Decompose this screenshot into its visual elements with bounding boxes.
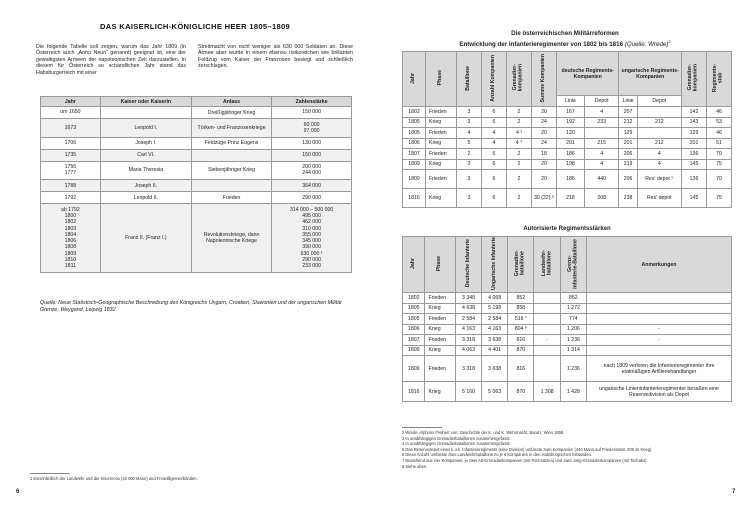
table-cell: 70	[707, 149, 732, 160]
page-number: 7	[732, 489, 736, 495]
table-cell: 20	[532, 159, 557, 170]
subheader-col: Linie	[557, 96, 585, 107]
header-col: Summe Kompanien	[532, 52, 557, 107]
table-cell: 198	[557, 159, 585, 170]
table-cell: 870	[508, 382, 534, 402]
table-cell: 219	[619, 159, 637, 170]
table-cell: 2	[507, 117, 532, 128]
table-cell: 212	[619, 117, 637, 128]
table-cell: 3	[457, 159, 482, 170]
table-cell: 1806	[403, 324, 425, 335]
table-row	[403, 149, 732, 160]
table-cell: 143	[682, 117, 707, 128]
cell-kaiser	[100, 107, 191, 119]
header-col: Phase	[426, 52, 457, 107]
page-title: DAS KAISERLICH-KÖNIGLICHE HEER 1805–1809	[99, 22, 291, 31]
cell-zahl: 364 000	[272, 180, 352, 192]
table-row	[403, 382, 732, 402]
cell-zahl: 150 000	[272, 107, 352, 119]
table-cell: 129	[682, 128, 707, 139]
table-cell: 3 348	[455, 293, 481, 304]
table-row	[403, 324, 732, 335]
table-cell: Krieg	[425, 303, 456, 314]
table-cell: 24	[532, 117, 557, 128]
footnote-rule	[402, 427, 442, 428]
cell-kaiser: Carl VI.	[100, 149, 191, 161]
header-row	[403, 52, 732, 96]
table-cell: 2 584	[455, 314, 481, 325]
regiment-strength-table	[402, 236, 732, 402]
table-cell: 3	[457, 170, 482, 189]
table-cell: 858	[508, 303, 534, 314]
table-cell: 1805	[403, 117, 426, 128]
subheader-col: Depot	[637, 96, 681, 107]
table-cell: 1809	[403, 159, 426, 170]
header-col: Anmerkungen	[586, 237, 731, 293]
table-cell: 816	[508, 356, 534, 382]
intro-column-1: Die folgende Tabelle soll zeigen, warum das Jahr 1809 (in Österreich auch „Anno Neun“ genannt) geeignet ist, eine der gewaltigsten Armeen der napoleonischen Zeit darzustellen. In diesem für Österreich so schändlichen Jahr stand das Habsburgerreich mit einer	[36, 44, 186, 76]
table-cell: 774	[560, 314, 586, 325]
table-cell: Krieg	[425, 345, 456, 356]
cell-anlass: Feldzüge Prinz Eugens	[191, 137, 271, 149]
table-row	[41, 180, 352, 192]
table-cell: 4 638	[455, 303, 481, 314]
table-cell: 6	[482, 149, 507, 160]
footnote: 1 Einschließlich der Landwehr und der Insurrectio (40 000 Mann) und Freiwilligenverbänden.	[30, 476, 198, 481]
header-zahl: Zahlenstärke	[272, 97, 352, 107]
table-cell	[586, 303, 731, 314]
table-cell: 24	[532, 138, 557, 149]
table-cell: 4 163	[455, 324, 481, 335]
table-cell: 5	[457, 138, 482, 149]
table-cell: 20	[532, 107, 557, 118]
cell-jahr: 1673	[41, 119, 101, 138]
cell-jahr: ab 1792 1800 1802 1803 1804 1806 1808 1809 1810 1811	[41, 204, 101, 273]
cell-kaiser: Joseph II.	[100, 180, 191, 192]
table-cell: Frieden	[426, 149, 457, 160]
table-cell: Res' depot	[637, 189, 681, 208]
table-cell: 70	[707, 170, 732, 189]
table-cell: 75	[707, 189, 732, 208]
table-row	[403, 128, 732, 139]
header-col: Deutsche Infanterie	[455, 237, 481, 293]
table-cell: nach 1809 verloren die Infanterieregimenter ihre etatmäßigen Artilleriehandlanger	[586, 356, 731, 382]
table-cell: Res' depot ⁵	[637, 170, 681, 189]
table-cell: 6	[482, 170, 507, 189]
table-cell: 215	[584, 138, 619, 149]
cell-zahl: 150 000	[272, 149, 352, 161]
table-cell: 46	[707, 107, 732, 118]
table-cell: 75	[707, 159, 732, 170]
table-cell: 3	[457, 189, 482, 208]
table-cell: 3 318	[455, 335, 481, 346]
table-cell: 186	[557, 149, 585, 160]
table-cell: -	[534, 335, 560, 346]
right-title-line1: Die österreichischen Militärreformen	[511, 30, 619, 37]
cell-kaiser: Joseph I.	[100, 137, 191, 149]
table-cell: Krieg	[426, 117, 457, 128]
table-cell: 852	[560, 293, 586, 304]
cell-zahl: 290 000	[272, 192, 352, 204]
table-cell	[534, 303, 560, 314]
table-cell: 2	[507, 159, 532, 170]
table-cell: Krieg	[426, 138, 457, 149]
table-row	[403, 303, 732, 314]
table-cell	[534, 314, 560, 325]
header-col: Regiments- stab	[707, 52, 732, 107]
table-cell: 440	[584, 170, 619, 189]
table-cell: ungarische Linieninfanterieregimenter besaßen eine Reservedivision als Depot	[586, 382, 731, 402]
left-page	[0, 0, 370, 513]
table-cell: 208	[584, 189, 619, 208]
table-row	[41, 149, 352, 161]
table-row	[41, 107, 352, 119]
cell-anlass: Türken- und Franzosenkriege	[191, 119, 271, 138]
table-cell: 206	[619, 149, 637, 160]
table-row	[41, 161, 352, 180]
table-cell: -	[586, 335, 731, 346]
table-cell: 6	[482, 117, 507, 128]
table-cell: 46	[707, 128, 732, 139]
table-row	[41, 137, 352, 149]
table-cell	[584, 128, 619, 139]
table-row	[403, 170, 732, 189]
table-cell	[637, 107, 681, 118]
table-cell: 4	[584, 107, 619, 118]
table-row	[403, 107, 732, 118]
table-cell: Krieg	[426, 189, 457, 208]
table-cell: 18	[532, 149, 557, 160]
table-cell: 516 ⁷	[508, 314, 534, 325]
table-cell: Frieden	[425, 356, 456, 382]
table-row	[403, 314, 732, 325]
table-cell: 2 584	[482, 314, 508, 325]
table-cell: -	[586, 324, 731, 335]
right-title-line2: Entwicklung der Infanterieregimenter von 1802 bis 1816 (Quelle: Wrede)$^2$	[459, 39, 671, 49]
table-row	[403, 117, 732, 128]
footnote-line: 7 Bestehend aus vier Kompanien, je zwei Alt-Grenadierkompanien (mit Pelzmützen) und zwei Jung-Grenadierkompanien (mit Tschako).	[402, 457, 648, 463]
table-cell	[586, 293, 731, 304]
header-kaiser: Kaiser oder Kaiserin	[100, 97, 191, 107]
table-cell: 4	[637, 159, 681, 170]
army-strength-table	[40, 96, 352, 273]
cell-jahr: 1788	[41, 180, 101, 192]
table-cell: 4	[482, 128, 507, 139]
table-cell: 4 068	[482, 293, 508, 304]
cell-jahr: um 1650	[41, 107, 101, 119]
table-row	[41, 192, 352, 204]
table-cell: 2	[507, 107, 532, 118]
table-cell: 3 638	[482, 356, 508, 382]
table-cell	[586, 314, 731, 325]
header-col: Landwehr- bataillone	[534, 237, 560, 293]
table-cell: 1809	[403, 345, 425, 356]
table-cell: Frieden	[426, 128, 457, 139]
table-row	[403, 356, 732, 382]
table-cell: 201	[557, 138, 585, 149]
header-col: Grenz- infanterie-Bataillone	[560, 237, 586, 293]
table-cell: 4	[637, 149, 681, 160]
table-cell: 2	[507, 149, 532, 160]
footnote-line: 2 Wrede, Alphons Freiherr von: Geschichte der K. und K. Wehrmacht, Band I, Wien 1898.	[402, 430, 565, 435]
table-cell: 2	[507, 170, 532, 189]
table-cell: 4	[457, 128, 482, 139]
table-cell: 218	[557, 189, 585, 208]
table-cell: 20	[532, 128, 557, 139]
table-cell: 136	[682, 170, 707, 189]
footnotes	[402, 430, 737, 469]
table-cell: 1 206	[560, 324, 586, 335]
table-cell: 136	[682, 149, 707, 160]
table-cell: 145	[682, 189, 707, 208]
table-cell: 2	[457, 149, 482, 160]
table-cell: 5 198	[482, 303, 508, 314]
cell-anlass	[191, 149, 271, 161]
header-col: Jahr	[403, 52, 426, 107]
table-cell: 186	[557, 170, 585, 189]
cell-anlass: Revolutionskriege, dann Napoleonische Kriege	[191, 204, 271, 273]
table-cell: 1807	[403, 335, 425, 346]
header-row	[403, 237, 732, 293]
table-cell: 1802	[403, 293, 425, 304]
table-cell: 1807	[403, 149, 426, 160]
table-cell: 6	[482, 189, 507, 208]
table-cell: Frieden	[426, 170, 457, 189]
cell-anlass	[191, 180, 271, 192]
table-cell: 804 ⁸	[508, 324, 534, 335]
table-cell: 53	[707, 117, 732, 128]
table-cell	[534, 324, 560, 335]
table-cell: 233	[584, 117, 619, 128]
table-row	[403, 159, 732, 170]
table-cell: 1809	[403, 170, 426, 189]
intro-column-2: Streitmacht von nicht weniger als 630 000 Soldaten an. Diese Armee aber wurde in einem ebenso risikoreichen wie brillanten Feldzug vom Kaiser der Franzosen besiegt und schließlich zerschlagen.	[198, 44, 353, 70]
table-cell: 145	[682, 159, 707, 170]
table-cell: 206	[619, 170, 637, 189]
footnote-line: 6 Diese Anzahl umfasste zwei Landwehrbataillone zu je 6 Kompanien in den Habsburgischen Erblanden.	[402, 452, 593, 458]
footnote-line: 5 Das Reservedepot eines k.u.k. Infanterieregiments (eine Division) umfasste zwei Kompanien (440 Mann auf Friedensetat, 208 im Krieg).	[402, 446, 653, 452]
table-cell: 1 236	[560, 356, 586, 382]
table-cell: 1805	[403, 128, 426, 139]
page-number: 6	[16, 489, 20, 495]
cell-kaiser: Leopold I.	[100, 119, 191, 138]
table-cell: 852	[508, 293, 534, 304]
table-cell: 1 272	[560, 303, 586, 314]
footnote-line: 4 In unabhängigen Grenadierbataillonen zusammengefasst.	[402, 441, 511, 447]
table-cell: 1 308	[534, 382, 560, 402]
table-cell: 1816	[403, 382, 425, 402]
table-cell: 4	[584, 159, 619, 170]
table-row	[403, 138, 732, 149]
cell-kaiser: Leopold II.	[100, 192, 191, 204]
table-row	[403, 335, 732, 346]
title-source: (Quelle: Wrede)	[624, 41, 669, 49]
table-cell: 212	[637, 138, 681, 149]
table-cell: 4	[482, 138, 507, 149]
table-cell: Frieden	[425, 335, 456, 346]
table-cell: 1816	[403, 189, 426, 208]
table-cell: 129	[619, 128, 637, 139]
header-col: Grenadier- kompanien	[507, 52, 532, 107]
cell-zahl: 60 000 97 000	[272, 119, 352, 138]
table-cell: 1809	[403, 356, 425, 382]
cell-kaiser: Franz II. (Franz I.)	[100, 204, 191, 273]
cell-jahr: 1792	[41, 192, 101, 204]
header-col: Grenadier- kompanien	[682, 52, 707, 107]
table-cell: 1 428	[560, 382, 586, 402]
table-cell: 5 160	[455, 382, 481, 402]
cell-jahr: 1756 1777	[41, 161, 101, 180]
table-row	[41, 204, 352, 273]
header-anlass: Anlass	[191, 97, 271, 107]
cell-anlass: Dreißigjähriger Krieg	[191, 107, 271, 119]
header-col: Phase	[425, 237, 456, 293]
table-cell: 1805	[403, 314, 425, 325]
table-cell	[534, 345, 560, 356]
table-row	[403, 293, 732, 304]
table-cell: 4 401	[482, 345, 508, 356]
table-cell: 3 638	[482, 335, 508, 346]
table-row	[41, 119, 352, 138]
cell-zahl: 200 000 244 000	[272, 161, 352, 180]
header-col: Grenadier- bataillone	[508, 237, 534, 293]
table-cell: 3	[457, 117, 482, 128]
table-cell: 870	[508, 345, 534, 356]
table-cell: 4 063	[455, 345, 481, 356]
table-cell: 4 163	[482, 324, 508, 335]
table2-title: Autorisierte Regimentsstärken	[523, 226, 611, 232]
header-col: Anzahl Kompanien	[482, 52, 507, 107]
cell-anlass: Siebenjähriger Krieg	[191, 161, 271, 180]
table-cell: 120	[557, 128, 585, 139]
table-cell: Frieden	[425, 314, 456, 325]
table-cell: 1 314	[560, 345, 586, 356]
header-col: ungarische Regiments-Kompanien	[619, 52, 682, 96]
cell-zahl: 314 000 – 500 000 495 000 462 000 310 000 355 000 345 000 390 000 630 000 ¹ 290 000 233 000	[272, 204, 352, 273]
table-cell: 192	[557, 117, 585, 128]
subheader-col: Depot	[584, 96, 619, 107]
table-cell: Krieg	[425, 382, 456, 402]
table-cell	[586, 345, 731, 356]
table-cell: Krieg	[426, 159, 457, 170]
table-cell: 1805	[403, 303, 425, 314]
table-cell	[534, 293, 560, 304]
footnote-rule	[30, 473, 70, 474]
cell-anlass: Frieden	[191, 192, 271, 204]
subheader-col: Linie	[619, 96, 637, 107]
table-cell: 5 063	[482, 382, 508, 402]
cell-jahr: 1706	[41, 137, 101, 149]
table-cell: 3	[457, 107, 482, 118]
header-col: Ungarische Infanterie	[482, 237, 508, 293]
table-cell: 6	[482, 107, 507, 118]
regiment-development-table	[402, 51, 732, 208]
table-cell: 4 ⁴	[507, 138, 532, 149]
table-cell: 167	[557, 107, 585, 118]
header-jahr: Jahr	[41, 97, 101, 107]
table-cell: Frieden	[425, 293, 456, 304]
table-row	[403, 189, 732, 208]
cell-zahl: 130 000	[272, 137, 352, 149]
table-cell: 201	[619, 138, 637, 149]
table-cell: 207	[619, 107, 637, 118]
table-cell: 1 236	[560, 335, 586, 346]
table-cell: 4	[584, 149, 619, 160]
table-cell: 142	[682, 107, 707, 118]
header-col: Bataillone	[457, 52, 482, 107]
footnote-line: 3 In unabhängigen Grenadierbataillonen zusammengefasst.	[402, 435, 511, 441]
table-cell: 20	[532, 170, 557, 189]
right-page	[380, 0, 750, 513]
table-cell: 1802	[403, 107, 426, 118]
table-cell: 51	[707, 138, 732, 149]
table-row	[403, 345, 732, 356]
table-cell: 201	[682, 138, 707, 149]
header-col: deutsche Regiments-Kompanien	[557, 52, 619, 96]
table-cell: 30 (22) ⁶	[532, 189, 557, 208]
header-col: Jahr	[403, 237, 425, 293]
table-source: Quelle: Neue Statistisch-Geographische Beschreibung des Königreichs Ungarn, Croatien, Slawonien und der ungarischen Militär Grenze, Weygand, Leipzig 1832.	[40, 300, 342, 313]
table-cell: 238	[619, 189, 637, 208]
table-cell: 2	[507, 189, 532, 208]
cell-jahr: 1735	[41, 149, 101, 161]
table-cell: Frieden	[426, 107, 457, 118]
table-cell: 6	[482, 159, 507, 170]
table-cell: 816	[508, 335, 534, 346]
table-cell: Krieg	[425, 324, 456, 335]
table-cell	[534, 356, 560, 382]
right-title	[380, 30, 750, 49]
table-cell: 3 318	[455, 356, 481, 382]
table-cell: 4 ³	[507, 128, 532, 139]
table-cell: 1806	[403, 138, 426, 149]
cell-kaiser: Maria Theresia	[100, 161, 191, 180]
footnote-line: 8 Siehe oben.	[402, 463, 428, 469]
table-cell	[637, 128, 681, 139]
table-cell: 212	[637, 117, 681, 128]
